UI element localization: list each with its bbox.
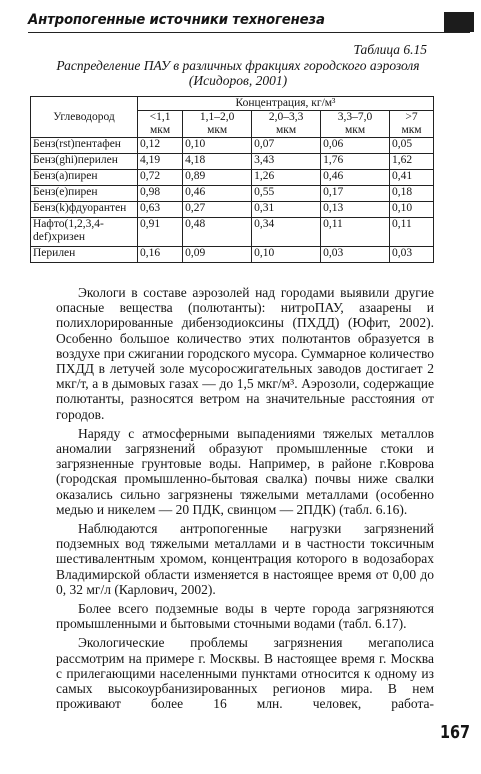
paragraph: Наряду с атмосферными выпадениями тяжелых металлов аномалии загрязнений образуют промышленные стоки и загрязненные грунтовые воды. Например, в районе г.Коврова (городская промышленно-бытовая свалка) почвы ниже свалки оказались сильно загрязнены тяжелыми металлами (особенно медью и никелем — 20 ПДК, свинцом — 2ПДК) (табл. 6.16). [56,425,434,517]
concentration-cell: 0,46 [321,170,390,186]
hydrocarbon-name-cell: Бенз(k)фдуорантен [31,202,138,218]
column-header-fraction [390,111,434,138]
concentration-cell: 0,55 [252,186,321,202]
table-row [31,138,434,154]
concentration-cell: 0,18 [390,186,434,202]
table-number: Таблица 6.15 [353,42,427,57]
fraction-unit: мкм [207,124,228,136]
fraction-unit: мкм [150,124,171,136]
concentration-cell: 0,16 [138,247,183,263]
concentration-cell: 0,46 [183,186,252,202]
hydrocarbon-name-cell: Нафто(1,2,3,4-def)хризен [31,218,138,247]
paragraph: Экологи в составе аэрозолей над городами выявили другие опасные вещества (полютанты): нитроПАУ, азаарены и полихлорированные дибензодиоксины (ПХДД) (Юфит, 2002). Особенно большое количество этих полютантов образуется в воздухе при сжигании городского мусора. Суммарное количество ПХДД в летучей золе мусоросжигательных заводов достигает 2 мкг/т, а в дымовых газах — до 1,5 мкг/м³. Аэрозоли, содержащие полютанты, разносятся ветром на значительные расстояния от городов. [56,285,434,422]
fraction-range: 3,3–7,0 [337,111,373,123]
concentration-cell: 0,10 [390,202,434,218]
concentration-cell: 0,10 [252,247,321,263]
concentration-cell: 0,07 [252,138,321,154]
column-header-fraction [138,111,183,138]
concentration-cell: 0,34 [252,218,321,247]
fraction-unit: мкм [401,124,422,136]
running-header [28,10,470,33]
hydrocarbon-name-cell: Перилен [31,247,138,263]
pah-distribution-table [30,96,434,263]
column-header-hydrocarbon: Углеводород [31,97,138,138]
concentration-cell: 0,09 [183,247,252,263]
concentration-cell: 1,76 [321,154,390,170]
fraction-unit: мкм [344,124,366,136]
column-header-fraction [183,111,252,138]
table-row [31,247,434,263]
concentration-cell: 0,05 [390,138,434,154]
concentration-cell: 0,27 [183,202,252,218]
table-row [31,170,434,186]
concentration-cell: 0,11 [321,218,390,247]
fraction-range: 2,0–3,3 [268,111,304,123]
concentration-cell: 0,41 [390,170,434,186]
concentration-cell: 0,12 [138,138,183,154]
hydrocarbon-name-cell: Бенз(rst)пентафен [31,138,138,154]
concentration-cell: 0,31 [252,202,321,218]
concentration-cell: 0,98 [138,186,183,202]
concentration-cell: 0,11 [390,218,434,247]
concentration-cell: 4,19 [138,154,183,170]
table-row [31,218,434,247]
concentration-cell: 0,13 [321,202,390,218]
concentration-cell: 0,89 [183,170,252,186]
column-header-fraction [252,111,321,138]
concentration-cell: 3,43 [252,154,321,170]
table-row [31,154,434,170]
concentration-cell: 0,17 [321,186,390,202]
column-group-header-concentration: Концентрация, кг/м³ [138,97,434,111]
body-text [56,285,434,715]
header-black-tab [444,12,474,32]
fraction-unit: мкм [276,124,297,136]
concentration-cell: 0,91 [138,218,183,247]
concentration-cell: 0,03 [390,247,434,263]
paragraph: Экологические проблемы загрязнения мегаполиса рассмотрим на примере г. Москвы. В настоящее время г. Москва с прилегающими населенными пунктами относится к одному из самых высокоурбанизированных регионов мира. В нем проживают более 16 млн. человек, работа- [56,635,434,712]
concentration-cell: 0,03 [321,247,390,263]
table-row [31,202,434,218]
hydrocarbon-name-cell: Бенз(e)пирен [31,186,138,202]
concentration-cell: 1,62 [390,154,434,170]
table-caption: Распределение ПАУ в различных фракциях городского аэрозоля (Исидоров, 2001) [56,58,420,88]
concentration-cell: 0,06 [321,138,390,154]
page-number: 167 [440,722,471,743]
fraction-range: >7 [405,111,418,123]
fraction-range: <1,1 [149,111,171,123]
running-header-title: Антропогенные источники техногенеза [28,12,325,28]
concentration-cell: 0,48 [183,218,252,247]
concentration-cell: 4,18 [183,154,252,170]
table-row [31,186,434,202]
paragraph: Наблюдаются антропогенные нагрузки загрязнений подземных вод тяжелыми металлами и в частности токсичным шестивалентным хромом, концентрация которого в водозаборах Владимирской области изменяется в настоящее время от 0,00 до 0, 32 мг/л (Карлович, 2002). [56,521,434,597]
fraction-range: 1,1–2,0 [199,111,235,123]
paragraph: Более всего подземные воды в черте города загрязняются промышленными и бытовыми сточными водами (табл. 6.17). [56,601,434,632]
hydrocarbon-name-cell: Бенз(a)пирен [31,170,138,186]
hydrocarbon-name-cell: Бенз(ghi)перилен [31,154,138,170]
concentration-cell: 1,26 [252,170,321,186]
concentration-cell: 0,72 [138,170,183,186]
column-header-fraction [321,111,390,138]
concentration-cell: 0,63 [138,202,183,218]
concentration-cell: 0,10 [183,138,252,154]
